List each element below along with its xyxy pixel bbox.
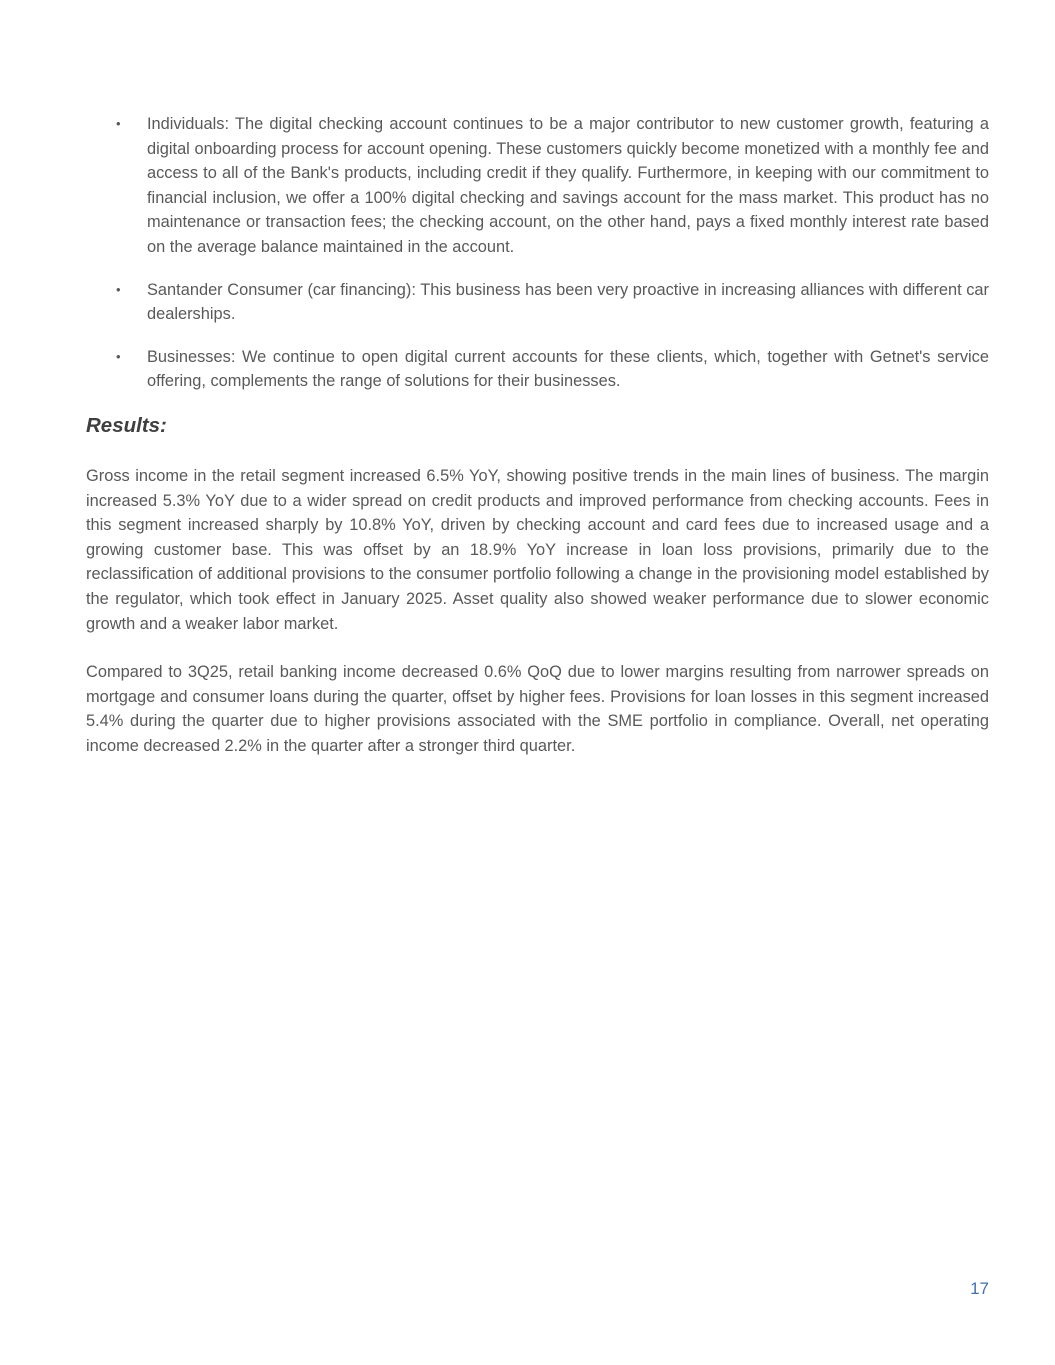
- list-item: [86, 345, 989, 394]
- paragraph-gross-income: Gross income in the retail segment increased 6.5% YoY, showing positive trends in the main lines of business. The margin increased 5.3% YoY due to a wider spread on credit products and improved performance from checking accounts. Fees in this segment increased sharply by 10.8% YoY, driven by checking account and card fees due to increased usage and a growing customer base. This was offset by an 18.9% YoY increase in loan loss provisions, primarily due to the reclassification of additional provisions to the consumer portfolio following a change in the provisioning model established by the regulator, which took effect in January 2025. Asset quality also showed weaker performance due to slower economic growth and a weaker labor market.: [86, 466, 989, 633]
- bullet-icon: •: [116, 348, 121, 364]
- bullet-icon: •: [116, 116, 121, 131]
- page-number: 17: [970, 1279, 989, 1298]
- bullet-text-businesses: Businesses: We continue to open digital current accounts for these clients, which, together with Getnet's service offering, complements the range of solutions for their businesses.: [147, 347, 989, 391]
- page-content: [86, 112, 989, 782]
- bullet-text-individuals: Individuals: The digital checking account continues to be a major contributor to new customer growth, featuring a digital onboarding process for account opening. These customers quickly become monetized with a monthly fee and access to all of the Bank's products, including credit if they qualify. Furthermore, in keeping with our commitment to financial inclusion, we offer a 100% digital checking and savings account for the mass market. This product has no maintenance or transaction fees; the checking account, on the other hand, pays a fixed monthly interest rate based on the average balance maintained in the account.: [147, 115, 989, 256]
- paragraph-qoq-comparison: Compared to 3Q25, retail banking income decreased 0.6% QoQ due to lower margins resulting from narrower spreads on mortgage and consumer loans during the quarter, offset by higher fees. Provisions for loan losses in this segment increased 5.4% during the quarter due to higher provisions associated with the SME portfolio in compliance. Overall, net operating income decreased 2.2% in the quarter after a stronger third quarter.: [86, 663, 989, 755]
- list-item: [86, 278, 989, 327]
- bullet-text-santander-consumer: Santander Consumer (car financing): This business has been very proactive in increasing alliances with different car dealerships.: [147, 280, 989, 324]
- bullet-icon: •: [116, 281, 121, 297]
- results-heading: Results:: [86, 413, 167, 437]
- list-item: [86, 112, 989, 260]
- bullet-list: [86, 112, 989, 394]
